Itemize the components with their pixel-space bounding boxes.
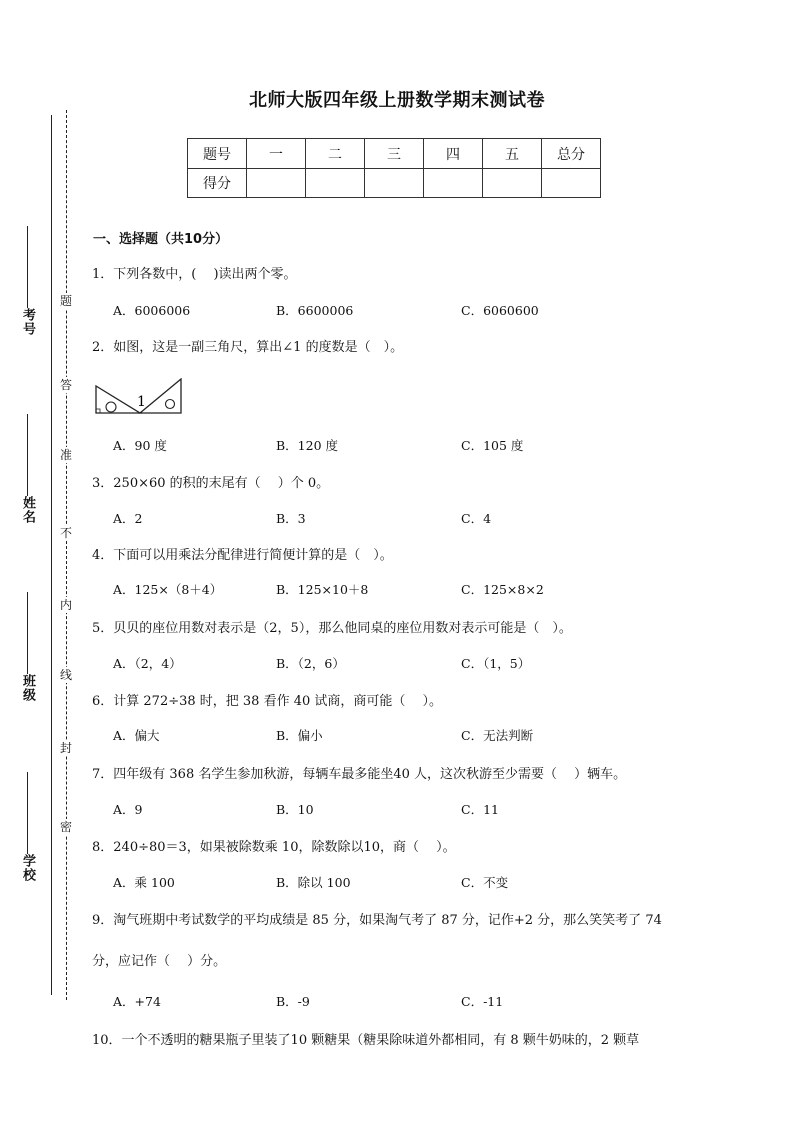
name-label: 姓名 xyxy=(20,496,35,524)
option-a[interactable]: A．2 xyxy=(113,511,143,526)
seal-char: 答 xyxy=(59,378,72,392)
option-a[interactable]: A．乘 100 xyxy=(113,875,175,890)
option-b[interactable]: B．6600006 xyxy=(276,303,354,318)
option-a[interactable]: A．偏大 xyxy=(113,728,160,743)
option-c[interactable]: C．4 xyxy=(461,511,492,526)
score-header-cell: 题号 xyxy=(188,139,247,169)
question-7: 7．四年级有 368 名学生参加秋游，每辆车最多能坐40 人，这次秋游至少需要（ ）辆车。 xyxy=(92,767,627,782)
score-input-cell[interactable] xyxy=(247,169,306,198)
triangle-rulers-figure xyxy=(95,378,185,416)
option-a[interactable]: A．+74 xyxy=(113,994,161,1009)
school-blank[interactable] xyxy=(27,772,28,854)
score-input-cell[interactable] xyxy=(542,169,601,198)
seal-char: 密 xyxy=(59,820,72,834)
option-b[interactable]: B．偏小 xyxy=(276,728,323,743)
option-c[interactable]: C．125×8×2 xyxy=(461,582,544,597)
option-a[interactable]: A．9 xyxy=(113,802,143,817)
option-c[interactable]: C．-11 xyxy=(461,994,504,1009)
score-table-score-row xyxy=(188,169,601,198)
school-label: 学校 xyxy=(20,854,35,882)
option-b[interactable]: B．-9 xyxy=(276,994,310,1009)
class-field[interactable] xyxy=(16,590,38,702)
binding-dashed-line xyxy=(66,110,67,1000)
score-input-cell[interactable] xyxy=(365,169,424,198)
score-header-cell: 五 xyxy=(483,139,542,169)
binding-margin xyxy=(0,0,80,1123)
seal-char: 不 xyxy=(59,526,72,540)
seal-char: 线 xyxy=(59,668,72,682)
option-c[interactable]: C．不变 xyxy=(461,875,509,890)
option-b[interactable]: B．除以 100 xyxy=(276,875,351,890)
option-a[interactable]: A．（2，4） xyxy=(113,656,182,671)
score-input-cell[interactable] xyxy=(483,169,542,198)
option-b[interactable]: B．（2，6） xyxy=(276,656,345,671)
seal-char: 题 xyxy=(59,294,72,308)
score-row-label: 得分 xyxy=(188,169,247,198)
score-table xyxy=(187,138,601,198)
question-9-continued: 分，应记作（ ）分。 xyxy=(92,954,227,969)
left-ruler-hole xyxy=(106,402,116,412)
score-header-cell: 四 xyxy=(424,139,483,169)
right-ruler-hole xyxy=(166,400,175,409)
question-8: 8．240÷80＝3，如果被除数乘 10，除数除以10，商（ ）。 xyxy=(92,840,456,855)
name-field[interactable] xyxy=(16,412,38,524)
school-field[interactable] xyxy=(16,770,38,882)
question-4: 4．下面可以用乘法分配律进行简便计算的是（ ）。 xyxy=(92,548,393,563)
page-title: 北师大版四年级上册数学期末测试卷 xyxy=(249,90,545,111)
seal-char: 封 xyxy=(59,741,72,755)
option-a[interactable]: A．90 度 xyxy=(113,438,167,453)
option-c[interactable]: C．6060600 xyxy=(461,303,539,318)
question-1: 1．下列各数中，( )读出两个零。 xyxy=(92,267,297,282)
score-header-cell: 一 xyxy=(247,139,306,169)
option-b[interactable]: B．3 xyxy=(276,511,306,526)
question-9: 9．淘气班期中考试数学的平均成绩是 85 分，如果淘气考了 87 分，记作+2 分，那么笑笑考了 74 xyxy=(92,913,662,928)
seal-char: 内 xyxy=(59,598,72,612)
option-b[interactable]: B．125×10＋8 xyxy=(276,582,369,597)
score-input-cell[interactable] xyxy=(306,169,365,198)
right-triangle-ruler xyxy=(140,379,181,413)
score-table-header-row xyxy=(188,139,601,169)
name-blank[interactable] xyxy=(27,414,28,496)
exam-number-label: 考号 xyxy=(20,308,35,336)
question-3: 3．250×60 的积的末尾有（ ）个 0。 xyxy=(92,476,330,491)
angle-1-label: 1 xyxy=(137,394,146,410)
left-triangle-ruler xyxy=(96,386,140,413)
option-b[interactable]: B．120 度 xyxy=(276,438,339,453)
option-c[interactable]: C．105 度 xyxy=(461,438,524,453)
question-10: 10．一个不透明的糖果瓶子里装了10 颗糖果（糖果除味道外都相同，有 8 颗牛奶味的，2 颗草 xyxy=(92,1033,640,1048)
option-c[interactable]: C．（1，5） xyxy=(461,656,531,671)
question-2: 2．如图，这是一副三角尺，算出∠1 的度数是（ ）。 xyxy=(92,340,404,355)
exam-number-blank[interactable] xyxy=(27,226,28,308)
score-header-cell: 三 xyxy=(365,139,424,169)
option-c[interactable]: C．无法判断 xyxy=(461,728,534,743)
seal-char: 准 xyxy=(59,448,72,462)
class-blank[interactable] xyxy=(27,592,28,674)
option-a[interactable]: A．125×（8＋4） xyxy=(113,582,223,597)
question-6: 6．计算 272÷38 时，把 38 看作 40 试商，商可能（ ）。 xyxy=(92,694,443,709)
question-5: 5．贝贝的座位用数对表示是（2，5），那么他同桌的座位用数对表示可能是（ ）。 xyxy=(92,621,572,636)
score-input-cell[interactable] xyxy=(424,169,483,198)
option-a[interactable]: A．6006006 xyxy=(113,303,191,318)
score-header-cell: 总分 xyxy=(542,139,601,169)
class-label: 班级 xyxy=(20,674,35,702)
score-header-cell: 二 xyxy=(306,139,365,169)
exam-number-field[interactable] xyxy=(16,224,38,336)
option-c[interactable]: C．11 xyxy=(461,802,499,817)
section-heading: 一、选择题（共10分） xyxy=(93,232,229,247)
option-b[interactable]: B．10 xyxy=(276,802,314,817)
binding-solid-line xyxy=(51,115,52,995)
